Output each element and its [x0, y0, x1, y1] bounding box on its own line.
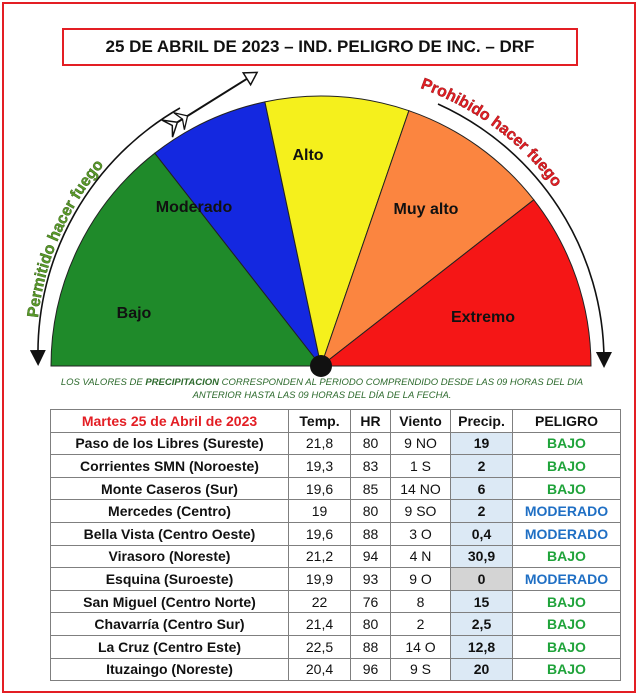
wind-cell: 9 S [391, 658, 451, 681]
hr-cell: 83 [351, 455, 391, 478]
temp-cell: 19,9 [289, 568, 351, 591]
header-date: Martes 25 de Abril de 2023 [51, 410, 289, 433]
hr-cell: 80 [351, 432, 391, 455]
hr-cell: 80 [351, 613, 391, 636]
precipitation-note [30, 376, 614, 402]
station-cell: Chavarría (Centro Sur) [51, 613, 289, 636]
danger-cell: BAJO [513, 613, 621, 636]
danger-cell: MODERADO [513, 500, 621, 523]
temp-cell: 21,4 [289, 613, 351, 636]
gauge-label-extremo: Extremo [450, 309, 516, 326]
precip-cell: 19 [451, 432, 513, 455]
danger-cell: BAJO [513, 477, 621, 500]
precip-cell: 2,5 [451, 613, 513, 636]
precip-cell: 15 [451, 590, 513, 613]
precip-cell: 0,4 [451, 522, 513, 545]
temp-cell: 19,3 [289, 455, 351, 478]
wind-cell: 8 [391, 590, 451, 613]
gauge-pivot [310, 355, 332, 377]
gauge-label-bajo: Bajo [116, 305, 152, 322]
table-row [51, 477, 621, 500]
table-header-row [51, 410, 621, 433]
danger-cell: BAJO [513, 545, 621, 568]
hr-cell: 80 [351, 500, 391, 523]
temp-cell: 22,5 [289, 635, 351, 658]
precip-cell: 0 [451, 568, 513, 591]
table-row [51, 545, 621, 568]
precip-cell: 12,8 [451, 635, 513, 658]
table-row [51, 635, 621, 658]
station-cell: Monte Caseros (Sur) [51, 477, 289, 500]
station-cell: Mercedes (Centro) [51, 500, 289, 523]
station-cell: Esquina (Suroeste) [51, 568, 289, 591]
header-wind: Viento [391, 410, 451, 433]
hr-cell: 88 [351, 635, 391, 658]
note-prefix: LOS VALORES DE [60, 377, 146, 388]
table-row [51, 500, 621, 523]
table-row [51, 522, 621, 545]
station-cell: San Miguel (Centro Norte) [51, 590, 289, 613]
page-title-text: 25 DE ABRIL DE 2023 – IND. PELIGRO DE INC. – DRF [105, 37, 535, 56]
danger-cell: BAJO [513, 432, 621, 455]
hr-cell: 85 [351, 477, 391, 500]
note-line2: ANTERIOR HASTA LAS 09 HORAS DEL DÍA DE LA FECHA. [192, 390, 452, 401]
danger-cell: BAJO [513, 635, 621, 658]
temp-cell: 22 [289, 590, 351, 613]
station-cell: Corrientes SMN (Noroeste) [51, 455, 289, 478]
danger-cell: MODERADO [513, 522, 621, 545]
header-precip: Precip. [451, 410, 513, 433]
hr-cell: 96 [351, 658, 391, 681]
hr-cell: 94 [351, 545, 391, 568]
header-danger: PELIGRO [513, 410, 621, 433]
wind-cell: 3 O [391, 522, 451, 545]
wind-cell: 2 [391, 613, 451, 636]
table-row [51, 568, 621, 591]
precip-cell: 2 [451, 455, 513, 478]
weather-table [50, 409, 621, 681]
gauge-label-moderado: Moderado [155, 199, 233, 216]
table-row [51, 658, 621, 681]
precip-cell: 20 [451, 658, 513, 681]
temp-cell: 21,2 [289, 545, 351, 568]
station-cell: Bella Vista (Centro Oeste) [51, 522, 289, 545]
note-highlight: PRECIPITACION [145, 377, 220, 388]
precip-cell: 30,9 [451, 545, 513, 568]
temp-cell: 20,4 [289, 658, 351, 681]
right-arc-label: Prohibido hacer fuego [418, 75, 565, 191]
wind-cell: 9 SO [391, 500, 451, 523]
note-line1: CORRESPONDEN AL PERIODO COMPRENDIDO DESDE LAS 09 HORAS DEL DIA [219, 377, 584, 388]
station-cell: Virasoro (Noreste) [51, 545, 289, 568]
station-cell: La Cruz (Centro Este) [51, 635, 289, 658]
wind-cell: 14 NO [391, 477, 451, 500]
precip-cell: 6 [451, 477, 513, 500]
table-row [51, 455, 621, 478]
table-row [51, 432, 621, 455]
wind-cell: 9 NO [391, 432, 451, 455]
temp-cell: 19,6 [289, 477, 351, 500]
danger-cell: MODERADO [513, 568, 621, 591]
table-row [51, 613, 621, 636]
hr-cell: 93 [351, 568, 391, 591]
gauge-label-muy-alto: Muy alto [393, 201, 459, 218]
hr-cell: 76 [351, 590, 391, 613]
precip-cell: 2 [451, 500, 513, 523]
temp-cell: 21,8 [289, 432, 351, 455]
danger-cell: BAJO [513, 455, 621, 478]
danger-cell: BAJO [513, 590, 621, 613]
gauge-label-alto: Alto [292, 147, 324, 164]
temp-cell: 19,6 [289, 522, 351, 545]
wind-cell: 1 S [391, 455, 451, 478]
danger-cell: BAJO [513, 658, 621, 681]
station-cell: Paso de los Libres (Sureste) [51, 432, 289, 455]
left-arc-label: Permitido hacer fuego [25, 156, 108, 319]
wind-cell: 14 O [391, 635, 451, 658]
wind-cell: 9 O [391, 568, 451, 591]
header-temp: Temp. [289, 410, 351, 433]
station-cell: Ituzaingo (Noreste) [51, 658, 289, 681]
header-hr: HR [351, 410, 391, 433]
wind-cell: 4 N [391, 545, 451, 568]
hr-cell: 88 [351, 522, 391, 545]
temp-cell: 19 [289, 500, 351, 523]
table-row [51, 590, 621, 613]
